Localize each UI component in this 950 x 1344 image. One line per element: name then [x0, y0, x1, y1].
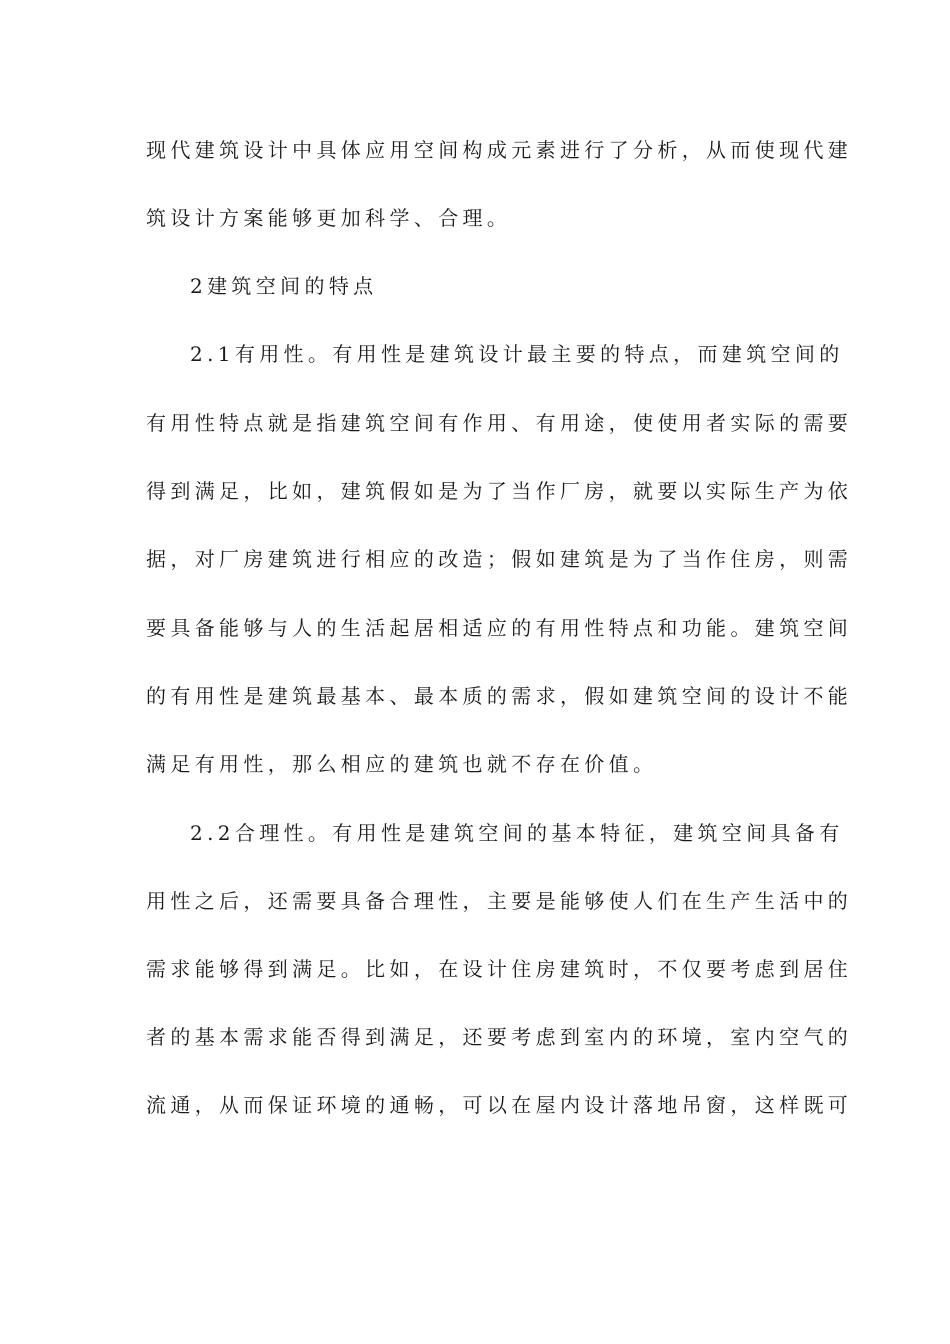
text-line-9: 的有用性是建筑最基本、最本质的需求，假如建筑空间的设计不能 [146, 684, 853, 708]
text-line-8: 要具备能够与人的生活起居相适应的有用性特点和功能。建筑空间 [146, 616, 853, 640]
text-line-14: 者的基本需求能否得到满足，还要考虑到室内的环境，室内空气的 [146, 1025, 853, 1049]
text-line-10: 满足有用性，那么相应的建筑也就不存在价值。 [146, 752, 658, 776]
section-heading: 2建筑空间的特点 [190, 274, 378, 298]
text-line-12: 用性之后，还需要具备合理性，主要是能够使人们在生产生活中的 [146, 889, 853, 913]
text-line-5: 有用性特点就是指建筑空间有作用、有用途，使使用者实际的需要 [146, 411, 853, 435]
text-line-1: 现代建筑设计中具体应用空间构成元素进行了分析，从而使现代建 [146, 138, 853, 162]
subsection-heading-paragraph: 2.2合理性。有用性是建筑空间的基本特征，建筑空间具备有 [190, 821, 844, 845]
text-line-15: 流通，从而保证环境的通畅，可以在屋内设计落地吊窗，这样既可 [146, 1093, 853, 1117]
text-line-2: 筑设计方案能够更加科学、合理。 [146, 206, 512, 230]
text-line-6: 得到满足，比如，建筑假如是为了当作厂房，就要以实际生产为依 [146, 479, 853, 503]
text-line-7: 据，对厂房建筑进行相应的改造；假如建筑是为了当作住房，则需 [146, 547, 853, 571]
text-line-13: 需求能够得到满足。比如，在设计住房建筑时，不仅要考虑到居住 [146, 957, 853, 981]
subsection-heading-paragraph: 2.1有用性。有用性是建筑设计最主要的特点，而建筑空间的 [190, 342, 844, 366]
